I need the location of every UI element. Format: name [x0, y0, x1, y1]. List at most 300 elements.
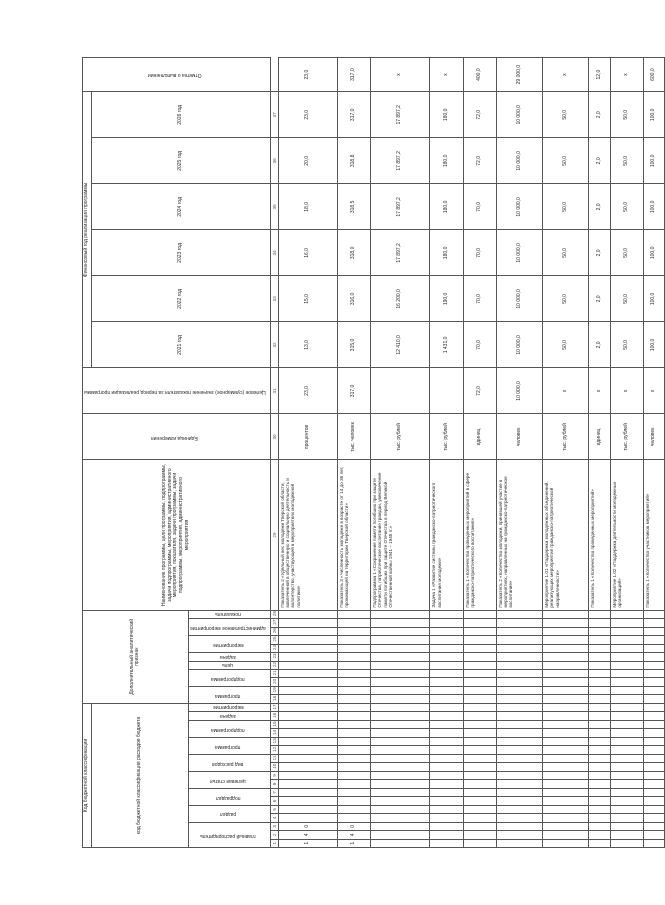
year-value-cell: 50,0: [610, 184, 643, 230]
code-cell: [543, 737, 589, 745]
code-cell: 4: [337, 831, 370, 839]
column-number-cell: 1: [270, 839, 278, 847]
code-cell: [278, 746, 337, 754]
done-cell: 600,0: [643, 58, 665, 92]
year-value-cell: 72,0: [463, 92, 496, 138]
column-number-cell: 10: [270, 763, 278, 771]
header-row-1: [83, 58, 92, 848]
description-cell: Мероприятие 1.02 «Поддержка деятельности молодежных организаций»: [610, 460, 643, 610]
year-value-cell: 50,0: [610, 230, 643, 276]
code-cell: [643, 627, 665, 635]
code-cell: [278, 814, 337, 822]
year-header: 2024 год: [91, 184, 270, 230]
year-value-cell: 50,0: [543, 230, 589, 276]
code-cell: [610, 729, 643, 737]
description-cell: Показатель 1 «Количество участников мероприятий»: [643, 460, 665, 610]
code-cell: [610, 644, 643, 652]
code-cell: [589, 746, 610, 754]
program-col-header: подпрограмма: [188, 670, 270, 687]
budget-col-header: раздел: [188, 805, 270, 822]
code-cell: [589, 712, 610, 720]
code-cell: [496, 653, 542, 661]
column-number-cell: 4: [270, 814, 278, 822]
code-cell: [643, 661, 665, 669]
desc-header: Наименование программы, цели программы, подпрограммы, задачи подпрограммы, мероприятия, административного мероприятия, показателя, задачи программы, задачи подпрограммы, мероприятия, административного мероприятия: [83, 460, 271, 610]
code-cell: [430, 729, 463, 737]
code-cell: [496, 619, 542, 627]
code-cell: [543, 686, 589, 694]
code-cell: [496, 686, 542, 694]
code-cell: [278, 712, 337, 720]
code-cell: [496, 839, 542, 847]
code-cell: [337, 720, 370, 728]
done-cell: x: [430, 58, 463, 92]
code-cell: [278, 780, 337, 788]
year-value-cell: 10 000,0: [496, 276, 542, 322]
code-cell: [371, 771, 430, 779]
code-cell: [463, 686, 496, 694]
code-cell: [337, 695, 370, 703]
code-cell: [430, 610, 463, 619]
code-cell: [278, 686, 337, 694]
year-value-cell: 18,0: [278, 184, 337, 230]
code-cell: [589, 729, 610, 737]
code-cell: [337, 686, 370, 694]
column-number-cell: 29: [270, 460, 278, 610]
column-number-cell: 13: [270, 737, 278, 745]
code-cell: [371, 627, 430, 635]
code-cell: [496, 636, 542, 644]
description-cell: Показатель 1 «Количество проведенных мероприятий»: [589, 460, 610, 610]
code-cell: [496, 627, 542, 635]
column-number-cell: 33: [270, 276, 278, 322]
code-cell: [430, 805, 463, 813]
year-value-cell: 318,0: [337, 230, 370, 276]
code-cell: [430, 686, 463, 694]
year-value-cell: 12 410,0: [371, 322, 430, 368]
code-cell: [371, 686, 430, 694]
code-cell: [430, 822, 463, 830]
code-cell: [610, 780, 643, 788]
year-value-cell: 100,0: [643, 276, 665, 322]
year-value-cell: 50,0: [610, 92, 643, 138]
code-cell: [278, 653, 337, 661]
column-number-cell: 17: [270, 703, 278, 712]
code-cell: [463, 678, 496, 686]
code-cell: [610, 703, 643, 712]
code-cell: [496, 737, 542, 745]
year-value-cell: 17 897,2: [371, 92, 430, 138]
code-cell: [337, 805, 370, 813]
done-header: Отметка о выполнении: [83, 58, 271, 92]
column-number-cell: 21: [270, 670, 278, 678]
year-header: 2021 год: [91, 322, 270, 368]
code-cell: [278, 805, 337, 813]
column-number-cell: 3: [270, 822, 278, 830]
year-value-cell: 2,0: [589, 92, 610, 138]
column-number-cell: 9: [270, 771, 278, 779]
code-cell: [430, 644, 463, 652]
column-number-cell: 31: [270, 368, 278, 414]
column-number-cell: 8: [270, 780, 278, 788]
code-cell: [371, 729, 430, 737]
code-cell: [430, 703, 463, 712]
code-cell: [610, 754, 643, 762]
code-cell: [278, 627, 337, 635]
code-cell: [643, 695, 665, 703]
code-cell: [337, 610, 370, 619]
code-cell: [643, 797, 665, 805]
code-cell: [337, 703, 370, 712]
column-number-cell: 5: [270, 805, 278, 813]
code-cell: [278, 788, 337, 796]
target-cell: 317,0: [337, 368, 370, 414]
code-cell: [496, 661, 542, 669]
code-cell: [496, 754, 542, 762]
code-cell: [589, 763, 610, 771]
code-cell: [589, 627, 610, 635]
year-value-cell: 10 000,0: [496, 92, 542, 138]
code-cell: [463, 695, 496, 703]
program-col-header: программа: [188, 686, 270, 703]
program-col-header: мероприятие: [188, 636, 270, 653]
code-cell: [643, 729, 665, 737]
code-cell: [337, 661, 370, 669]
code-cell: [643, 780, 665, 788]
year-value-cell: 180,0: [430, 138, 463, 184]
code-cell: [496, 780, 542, 788]
code-cell: [430, 627, 463, 635]
target-cell: x: [610, 368, 643, 414]
column-number-cell: 36: [270, 138, 278, 184]
code-cell: [463, 780, 496, 788]
table-row: [430, 58, 463, 848]
code-cell: [543, 636, 589, 644]
code-cell: [337, 729, 370, 737]
code-cell: [371, 695, 430, 703]
column-number-cell: 23: [270, 653, 278, 661]
code-cell: [543, 754, 589, 762]
table-row: [463, 58, 496, 848]
code-cell: [610, 814, 643, 822]
code-cell: [463, 737, 496, 745]
code-cell: [643, 720, 665, 728]
code-cell: [430, 797, 463, 805]
code-cell: [430, 661, 463, 669]
column-number-cell: 15: [270, 720, 278, 728]
code-cell: [543, 805, 589, 813]
code-cell: [463, 636, 496, 644]
description-cell: Показатель 1 «Количество проведенных мероприятий в сфере гражданско-патриотического воспитания»: [463, 460, 496, 610]
code-cell: [337, 814, 370, 822]
code-cell: [543, 831, 589, 839]
unit-cell: тыс. человек: [337, 414, 370, 460]
year-value-cell: 100,0: [643, 184, 665, 230]
code-cell: [496, 703, 542, 712]
code-cell: [643, 644, 665, 652]
code-cell: [610, 720, 643, 728]
code-cell: [430, 653, 463, 661]
table-row: [278, 58, 337, 848]
year-value-cell: 2,0: [589, 276, 610, 322]
done-cell: 12,0: [589, 58, 610, 92]
program-col-header: административное мероприятие: [188, 619, 270, 636]
code-cell: [371, 678, 430, 686]
year-value-cell: 50,0: [543, 322, 589, 368]
code-cell: [610, 619, 643, 627]
code-cell: [543, 822, 589, 830]
code-cell: [371, 814, 430, 822]
target-cell: 72,0: [463, 368, 496, 414]
code-cell: [463, 610, 496, 619]
code-cell: [371, 644, 430, 652]
code-cell: [430, 695, 463, 703]
code-cell: [496, 797, 542, 805]
code-cell: [643, 763, 665, 771]
program-col-header: цель: [188, 661, 270, 669]
code-cell: [463, 814, 496, 822]
code-cell: [543, 712, 589, 720]
budget-col-header: подпрограмма: [188, 720, 270, 737]
code-cell: [496, 729, 542, 737]
code-cell: [463, 822, 496, 830]
code-cell: [371, 780, 430, 788]
code-cell: [337, 797, 370, 805]
code-cell: [337, 619, 370, 627]
code-cell: [589, 720, 610, 728]
table-row: [543, 58, 589, 848]
code-cell: [589, 678, 610, 686]
code-cell: [371, 720, 430, 728]
code-cell: [463, 627, 496, 635]
code-cell: [371, 839, 430, 847]
code-cell: [610, 822, 643, 830]
description-cell: Подпрограмма 1 «Сохранение памяти погибших при защите Отечества, патриотическое воспитание граждан, увековечение памяти погибших при защите Отечества в период Великой Отечественной войны 1941 – 1945 гг.»: [371, 460, 430, 610]
code-cell: [463, 644, 496, 652]
column-number-cell: 2: [270, 831, 278, 839]
year-header: 2022 год: [91, 276, 270, 322]
code-cell: [643, 686, 665, 694]
table-row: [643, 58, 665, 848]
budget-col-header: мероприятие: [188, 703, 270, 712]
year-value-cell: 2,0: [589, 138, 610, 184]
year-header: 2025 год: [91, 138, 270, 184]
year-value-cell: 10 000,0: [496, 230, 542, 276]
year-value-cell: 70,0: [463, 276, 496, 322]
column-number-cell: 28: [270, 610, 278, 619]
year-header: 2026 год: [91, 92, 270, 138]
column-number-cell: 34: [270, 230, 278, 276]
code-cell: [463, 797, 496, 805]
code-cell: 0: [278, 822, 337, 830]
code-cell: [371, 797, 430, 805]
code-cell: [371, 636, 430, 644]
code-cell: [543, 763, 589, 771]
year-value-cell: 100,0: [643, 92, 665, 138]
budget-group-header: Код бюджетной классификации: [83, 703, 92, 847]
code-cell: [430, 771, 463, 779]
code-cell: [543, 610, 589, 619]
code-cell: [589, 831, 610, 839]
year-value-cell: 72,0: [463, 138, 496, 184]
year-value-cell: 50,0: [610, 138, 643, 184]
code-cell: [589, 610, 610, 619]
code-cell: [496, 746, 542, 754]
year-value-cell: 70,0: [463, 184, 496, 230]
code-cell: [589, 644, 610, 652]
code-cell: [643, 737, 665, 745]
code-cell: [337, 670, 370, 678]
code-cell: [643, 771, 665, 779]
code-cell: [371, 653, 430, 661]
code-cell: [278, 763, 337, 771]
code-cell: [278, 695, 337, 703]
target-cell: [371, 368, 430, 414]
code-cell: [337, 653, 370, 661]
table-row: [610, 58, 643, 848]
code-cell: [589, 695, 610, 703]
code-cell: [643, 805, 665, 813]
code-cell: [463, 839, 496, 847]
year-value-cell: 318,8: [337, 138, 370, 184]
code-cell: [496, 695, 542, 703]
program-col-header: показатель: [188, 610, 270, 619]
unit-cell: тыс. рублей: [371, 414, 430, 460]
column-number-cell: 35: [270, 184, 278, 230]
code-cell: [371, 712, 430, 720]
column-number-cell: 24: [270, 644, 278, 652]
done-cell: 317,0: [337, 58, 370, 92]
code-cell: [278, 670, 337, 678]
code-cell: [610, 653, 643, 661]
table-body: [278, 58, 665, 848]
year-value-cell: 16,0: [278, 230, 337, 276]
code-cell: [589, 797, 610, 805]
description-cell: Показатель 2 «Количество молодежи, принявшей участие в мероприятиях, направленных на гражданско-патриотическое воспитание»: [496, 460, 542, 610]
code-cell: [430, 737, 463, 745]
year-value-cell: 10 000,0: [496, 322, 542, 368]
description-cell: Мероприятие 1.01 «Поддержка молодежных объединений, реализующих мероприятия гражданско-патриотической направленности»: [543, 460, 589, 610]
year-value-cell: 318,5: [337, 184, 370, 230]
code-cell: [543, 703, 589, 712]
code-cell: [543, 678, 589, 686]
code-cell: [463, 712, 496, 720]
code-cell: [496, 763, 542, 771]
code-cell: [278, 703, 337, 712]
target-header: Целевое (суммарное) значение показателя за период реализации программы: [83, 368, 271, 414]
code-cell: [610, 695, 643, 703]
year-value-cell: 10 000,0: [496, 184, 542, 230]
code-cell: [610, 831, 643, 839]
code-cell: [463, 720, 496, 728]
unit-cell: человек: [496, 414, 542, 460]
code-cell: [371, 619, 430, 627]
code-cell: [589, 653, 610, 661]
code-cell: [430, 720, 463, 728]
code-cell: [337, 780, 370, 788]
code-cell: [643, 746, 665, 754]
code-cell: [643, 788, 665, 796]
year-value-cell: 50,0: [543, 184, 589, 230]
code-cell: [463, 763, 496, 771]
code-cell: [371, 670, 430, 678]
target-cell: 10 000,0: [496, 368, 542, 414]
budget-col-header: вид расходов: [188, 754, 270, 771]
code-cell: [589, 771, 610, 779]
code-cell: [643, 636, 665, 644]
code-cell: [643, 678, 665, 686]
done-cell: 29 000,0: [496, 58, 542, 92]
done-cell: x: [543, 58, 589, 92]
code-cell: [278, 678, 337, 686]
description-cell: Показатель 3 «Численность молодежи в возрасте от 14 до 35 лет, проживающей на территории Тверской области»: [337, 460, 370, 610]
code-cell: [589, 636, 610, 644]
year-value-cell: 16 200,0: [371, 276, 430, 322]
code-cell: [589, 805, 610, 813]
year-value-cell: 50,0: [610, 276, 643, 322]
program-col-header: задача: [188, 653, 270, 661]
code-cell: [589, 670, 610, 678]
code-cell: [496, 712, 542, 720]
year-value-cell: 100,0: [643, 322, 665, 368]
year-value-cell: 2,0: [589, 184, 610, 230]
rotated-table-wrapper: [82, 57, 657, 848]
code-cell: [643, 839, 665, 847]
code-cell: [610, 686, 643, 694]
code-cell: [589, 619, 610, 627]
code-cell: [589, 788, 610, 796]
code-cell: [543, 788, 589, 796]
code-cell: [430, 788, 463, 796]
year-value-cell: 100,0: [643, 138, 665, 184]
column-number-cell: 25: [270, 636, 278, 644]
code-cell: [371, 831, 430, 839]
code-cell: [543, 814, 589, 822]
code-cell: [278, 720, 337, 728]
code-cell: [643, 831, 665, 839]
column-number-row: [270, 58, 278, 848]
code-cell: [278, 610, 337, 619]
code-cell: [371, 661, 430, 669]
code-cell: [430, 678, 463, 686]
code-cell: [496, 610, 542, 619]
column-number-cell: 18: [270, 695, 278, 703]
budget-col-header: задача: [188, 712, 270, 720]
year-value-cell: 50,0: [543, 276, 589, 322]
code-cell: [278, 729, 337, 737]
code-cell: [643, 670, 665, 678]
code-cell: [610, 670, 643, 678]
target-cell: [430, 368, 463, 414]
code-cell: [610, 712, 643, 720]
code-cell: [337, 627, 370, 635]
code-cell: [543, 797, 589, 805]
code-cell: [430, 712, 463, 720]
year-value-cell: 1 431,0: [430, 322, 463, 368]
year-value-cell: 316,0: [337, 276, 370, 322]
code-cell: [589, 822, 610, 830]
code-cell: [496, 814, 542, 822]
code-cell: [430, 831, 463, 839]
code-cell: [371, 737, 430, 745]
code-cell: [430, 839, 463, 847]
code-cell: [610, 678, 643, 686]
target-cell: 23,0: [278, 368, 337, 414]
code-cell: [337, 737, 370, 745]
code-cell: [371, 610, 430, 619]
code-cell: [643, 653, 665, 661]
code-cell: [463, 703, 496, 712]
